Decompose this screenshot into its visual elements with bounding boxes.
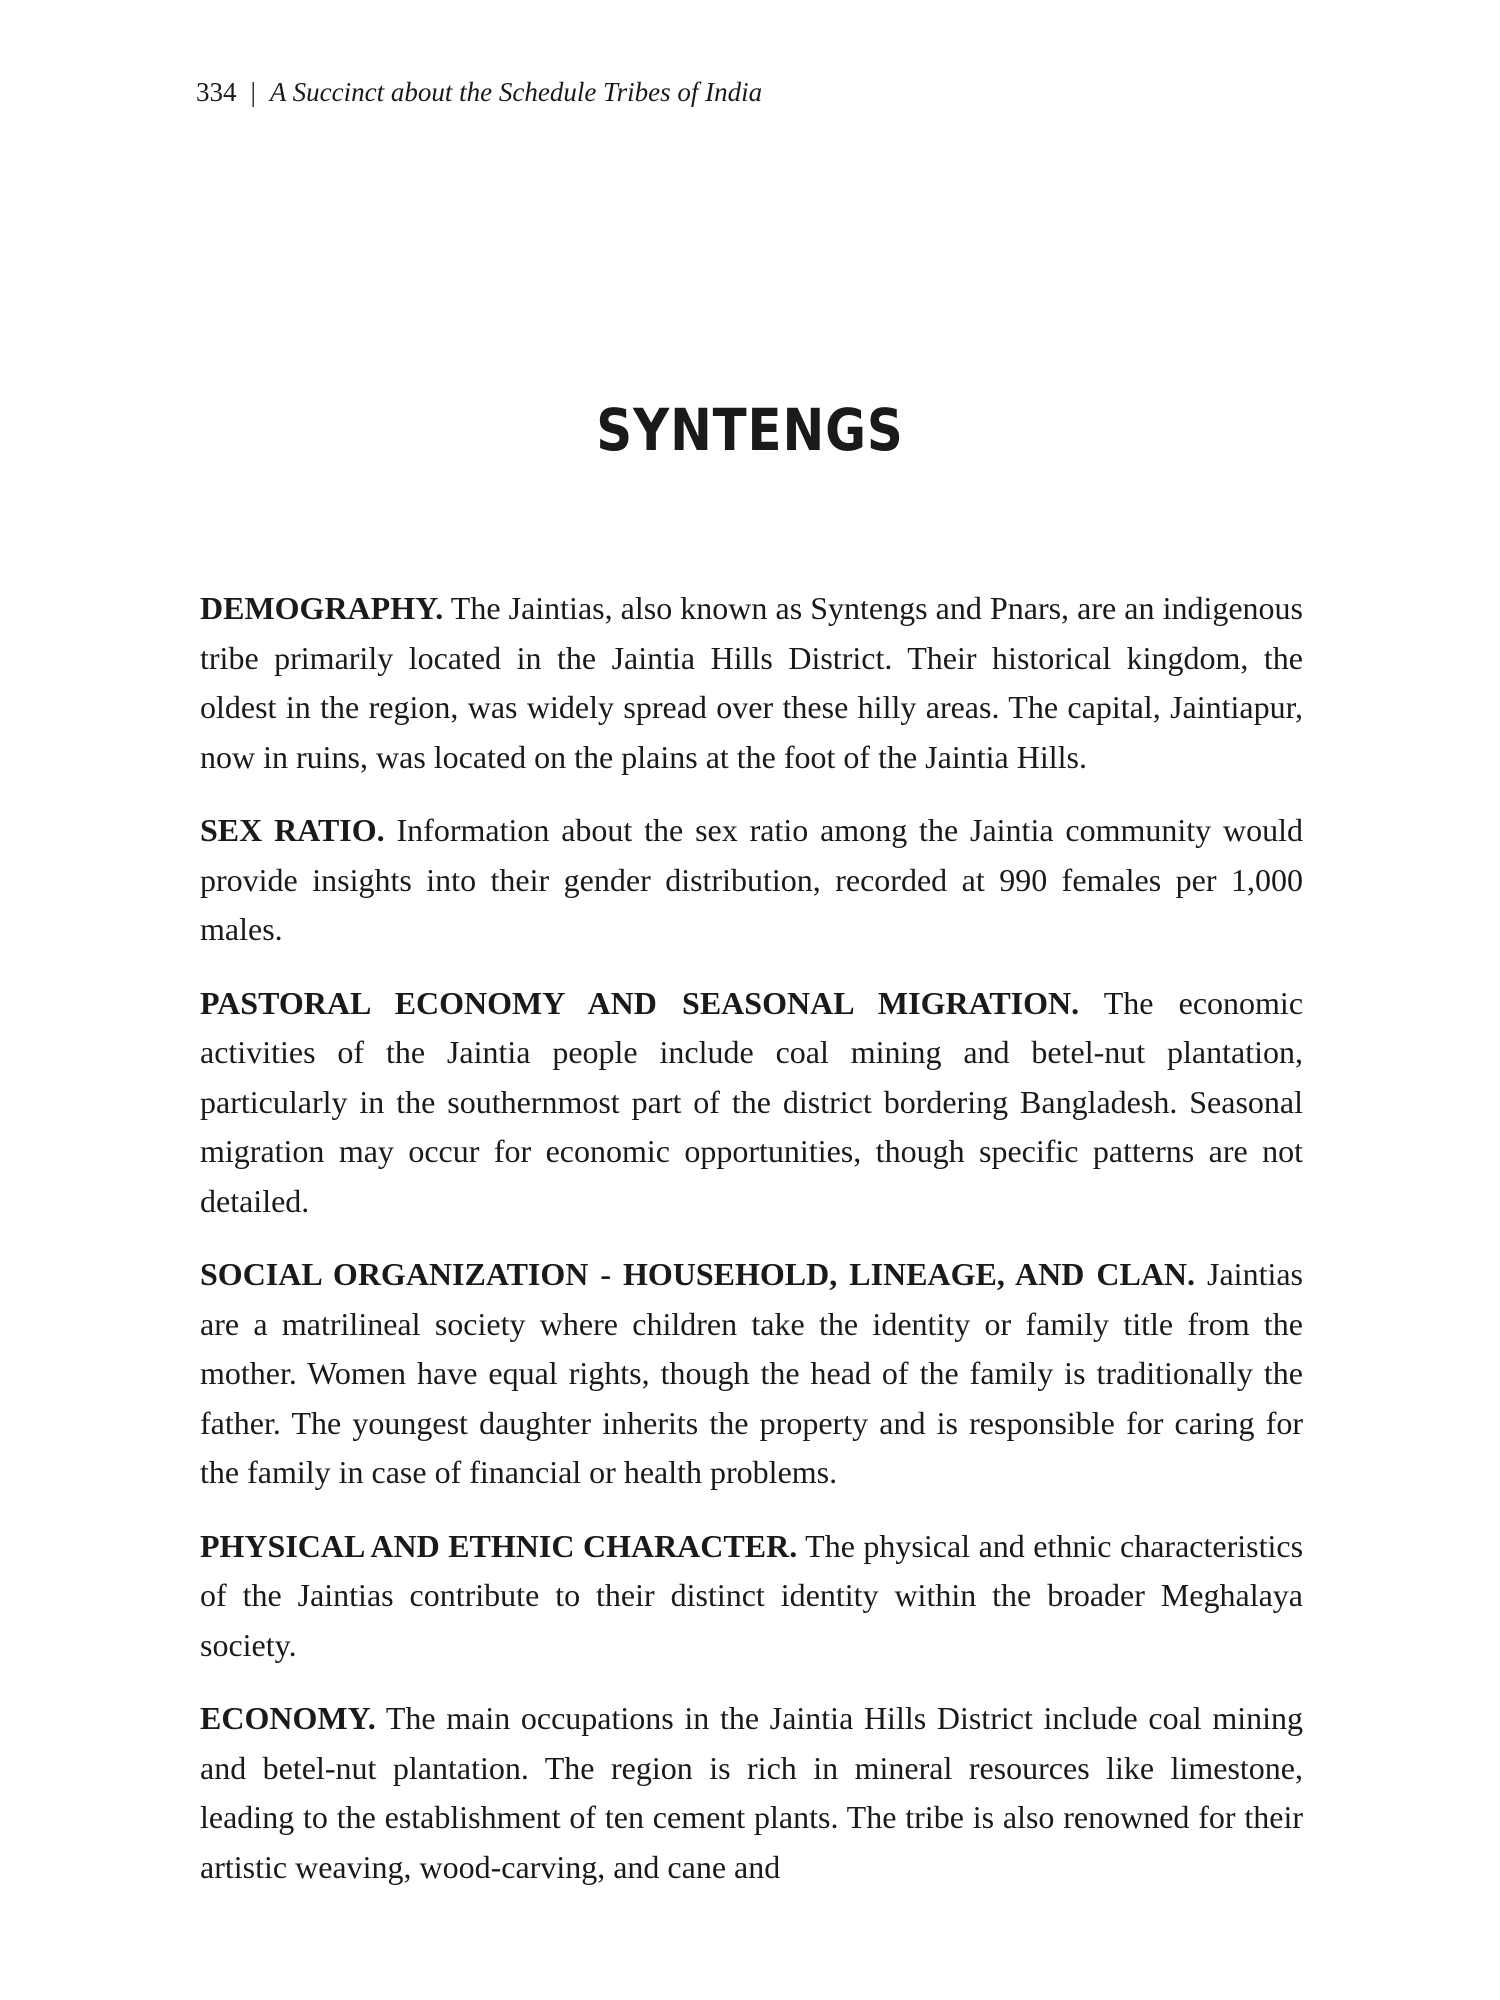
running-header [196,72,762,112]
body-text [200,584,1303,1916]
section-demography [200,584,1303,782]
section-text: Information about the sex ratio among the Jaintia community would provide insights into their gender distribution, recorded at 990 females per 1,000 males. [200,812,1304,947]
section-economy [200,1694,1303,1892]
section-heading: SEX RATIO. [200,812,385,848]
header-separator: | [250,77,256,107]
page-number: 334 [196,77,237,107]
section-text: The economic activities of the Jaintia people include coal mining and betel-nut plantation, particularly in the southernmost part of the district bordering Bangladesh. Seasonal migration may occur for economic opportunities, though specific patterns are not detailed. [200,984,1304,1219]
section-heading: SOCIAL ORGANIZATION - HOUSEHOLD, LINEAGE, AND CLAN. [200,1256,1196,1292]
section-pastoral-economy [200,979,1303,1227]
section-physical-ethnic-character [200,1522,1303,1671]
section-heading: DEMOGRAPHY. [200,590,444,626]
section-text: The Jaintias, also known as Syntengs and Pnars, are an indigenous tribe primarily located in the Jaintia Hills District. Their historical kingdom, the oldest in the region, was widely spread over these hilly areas. The capital, Jaintiapur, now in ruins, was located on the plains at the foot of the Jaintia Hills. [200,590,1304,775]
section-text: Jaintias are a matrilineal society where children take the identity or family title from the mother. Women have equal rights, though the head of the family is traditionally the father. The youngest daughter inherits the property and is responsible for caring for the family in case of financial or health problems. [200,1256,1303,1490]
section-text: The main occupations in the Jaintia Hills District include coal mining and betel-nut plantation. The region is rich in mineral resources like limestone, leading to the establishment of ten cement plants. The tribe is also renowned for their artistic weaving, wood-carving, and cane and [200,1700,1303,1885]
section-heading: ECONOMY. [200,1700,376,1736]
book-title: A Succinct about the Schedule Tribes of India [269,77,763,107]
section-sex-ratio [200,806,1303,955]
section-heading: PASTORAL ECONOMY AND SEASONAL MIGRATION. [200,984,1080,1021]
section-social-organization [200,1250,1303,1498]
chapter-title: SYNTENGS [596,396,904,464]
section-text: The physical and ethnic characteristics of the Jaintias contribute to their distinct identity within the broader Meghalaya society. [200,1527,1304,1663]
section-heading: PHYSICAL AND ETHNIC CHARACTER. [200,1527,798,1564]
